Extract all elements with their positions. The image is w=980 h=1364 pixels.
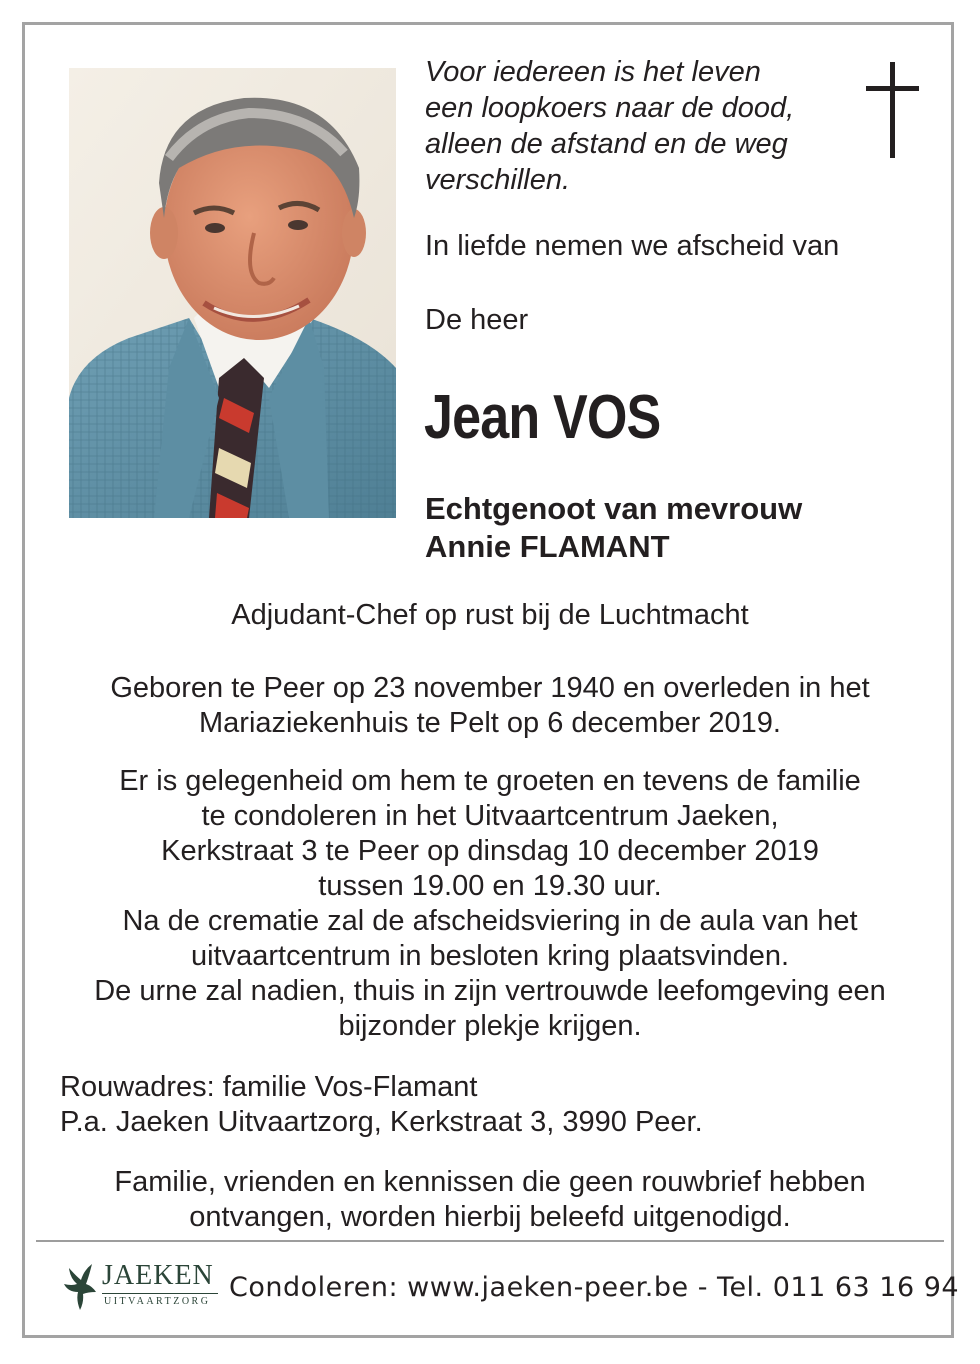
poem-line: Voor iedereen is het leven xyxy=(425,56,761,88)
birth-death-line: Geboren te Peer op 23 november 1940 en overleden in het xyxy=(110,672,870,704)
footer-divider xyxy=(36,1240,944,1242)
jaeken-logo xyxy=(62,1260,222,1316)
mourning-address xyxy=(60,1070,703,1140)
farewell-intro: In liefde nemen we afscheid van xyxy=(425,230,840,262)
spouse-info xyxy=(425,490,802,566)
ceremony-line: Er is gelegenheid om hem te groeten en tevens de familie xyxy=(119,765,861,797)
ceremony-line: De urne zal nadien, thuis in zijn vertrouwde leefomgeving een xyxy=(94,975,886,1007)
deceased-name: Jean VOS xyxy=(424,383,661,452)
cross-icon xyxy=(862,62,922,160)
condolence-contact: Condoleren: www.jaeken-peer.be - Tel. 011 63 16 94 xyxy=(229,1272,960,1303)
occupation: Adjudant-Chef op rust bij de Luchtmacht xyxy=(231,599,749,631)
poem-line: alleen de afstand en de weg xyxy=(425,128,788,160)
ceremony-line: tussen 19.00 en 19.30 uur. xyxy=(318,870,662,902)
portrait-photo xyxy=(69,68,396,518)
ceremony-line: te condoleren in het Uitvaartcentrum Jaeken, xyxy=(201,800,779,832)
ceremony-block xyxy=(40,764,940,1044)
invitation-line: Familie, vrienden en kennissen die geen rouwbrief hebben xyxy=(114,1166,866,1198)
poem-line: verschillen. xyxy=(425,164,571,196)
dove-icon xyxy=(62,1262,98,1312)
spouse-line: Echtgenoot van mevrouw xyxy=(425,491,803,526)
ceremony-line: Na de crematie zal de afscheidsviering in de aula van het xyxy=(122,905,858,937)
birth-death-block xyxy=(40,671,940,741)
ceremony-line: Kerkstraat 3 te Peer op dinsdag 10 december 2019 xyxy=(161,835,819,867)
spouse-name: Annie FLAMANT xyxy=(425,529,670,564)
birth-death-line: Mariaziekenhuis te Pelt op 6 december 2019. xyxy=(199,707,781,739)
logo-underline xyxy=(102,1293,218,1294)
logo-name: JAEKEN xyxy=(102,1260,214,1291)
invitation-line: ontvangen, worden hierbij beleefd uitgenodigd. xyxy=(189,1201,791,1233)
poem-line: een loopkoers naar de dood, xyxy=(425,92,795,124)
occupation-block xyxy=(40,598,940,633)
address-line: Rouwadres: familie Vos-Flamant xyxy=(60,1071,478,1103)
honorific-title: De heer xyxy=(425,304,529,336)
logo-subtitle: UITVAARTZORG xyxy=(104,1296,211,1307)
address-line: P.a. Jaeken Uitvaartzorg, Kerkstraat 3, 3990 Peer. xyxy=(60,1106,703,1138)
ceremony-line: uitvaartcentrum in besloten kring plaatsvinden. xyxy=(190,940,790,972)
invitation-block xyxy=(40,1165,940,1235)
poem xyxy=(425,54,845,198)
ceremony-line: bijzonder plekje krijgen. xyxy=(338,1010,642,1042)
